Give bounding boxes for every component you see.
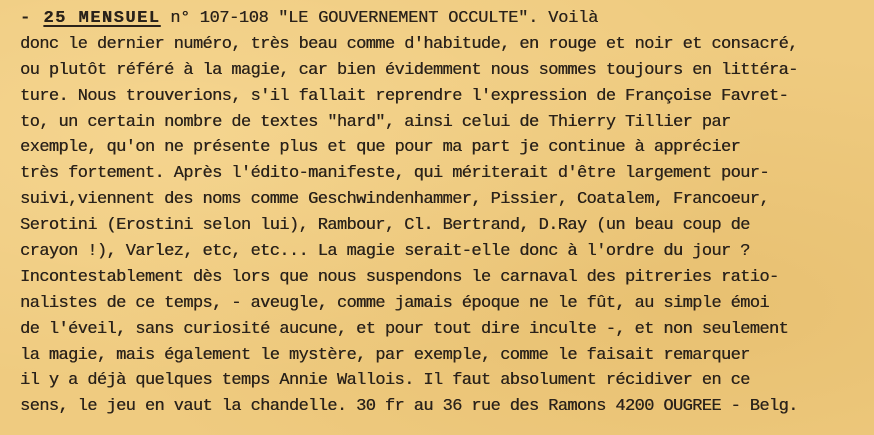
text-line: donc le dernier numéro, très beau comme d'habitude, en rouge et noir et consacré, xyxy=(20,34,798,54)
text-line: ture. Nous trouverions, s'il fallait reprendre l'expression de Françoise Favret- xyxy=(20,86,789,106)
header-dash: - xyxy=(20,9,44,28)
header-label: 25 MENSUEL xyxy=(43,9,161,28)
article-first-line xyxy=(20,6,864,32)
text-line: crayon !), Varlez, etc, etc... La magie serait-elle donc à l'ordre du jour ? xyxy=(20,242,750,262)
text-line: la magie, mais également le mystère, par exemple, comme le faisait remarquer xyxy=(20,345,750,365)
text-line: Incontestablement dès lors que nous suspendons le carnaval des pitreries ratio- xyxy=(20,267,779,287)
text-line: ou plutôt référé à la magie, car bien évidemment nous sommes toujours en littéra- xyxy=(20,60,798,80)
text-line: sens, le jeu en vaut la chandelle. 30 fr au 36 rue des Ramons 4200 OUGREE - Belg. xyxy=(20,397,798,417)
text-line: de l'éveil, sans curiosité aucune, et pour tout dire inculte -, et non seulement xyxy=(20,319,789,339)
review-title: "LE GOUVERNEMENT OCCULTE" xyxy=(278,9,529,28)
text-line: exemple, qu'on ne présente plus et que pour ma part je continue à apprécier xyxy=(20,138,741,158)
text-line: il y a déjà quelques temps Annie Wallois. Il faut absolument récidiver en ce xyxy=(20,371,750,391)
text-line: Serotini (Erostini selon lui), Rambour, Cl. Bertrand, D.Ray (un beau coup de xyxy=(20,216,750,236)
issue-number: n° 107-108 xyxy=(160,9,279,28)
first-line-text: . Voilà xyxy=(528,9,599,28)
text-line: nalistes de ce temps, - aveugle, comme jamais époque ne le fût, au simple émoi xyxy=(20,293,769,313)
text-line: très fortement. Après l'édito-manifeste, qui mériterait d'être largement pour- xyxy=(20,164,769,184)
text-line: suivi,viennent des noms comme Geschwindenhammer, Pissier, Coatalem, Francoeur, xyxy=(20,190,769,210)
text-line: to, un certain nombre de textes "hard", ainsi celui de Thierry Tillier par xyxy=(20,112,731,132)
